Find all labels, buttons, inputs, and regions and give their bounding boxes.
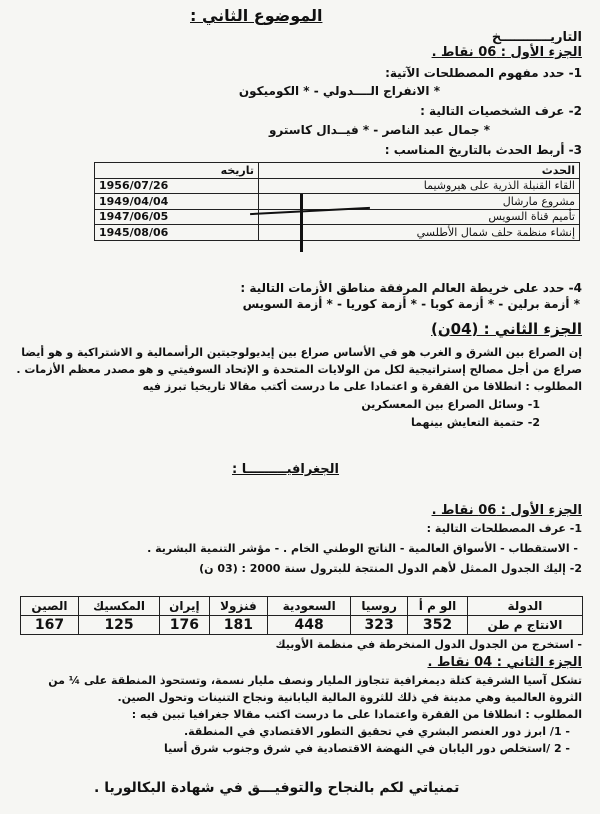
history-part2-title: الجزء الثاني : (04ن) xyxy=(431,320,582,338)
production-cell: 352 xyxy=(408,616,468,635)
oil-table-values-row xyxy=(21,616,583,635)
table-row xyxy=(95,178,580,194)
event-cell: القاء القنبلة الذرية على هيروشيما xyxy=(259,178,580,194)
country-cell: الصين xyxy=(21,597,79,616)
date-cell: 1956/07/26 xyxy=(95,178,259,194)
production-cell: 167 xyxy=(21,616,79,635)
country-cell: فنزولا xyxy=(209,597,268,616)
geography-part2-title: الجزء الثاني : 04 نقاط . xyxy=(427,655,582,670)
history-part2-para-line2: صراع من أجل مصالح إستراتيجية لكل من الولايات المتحدة و الإتحاد السوفيتي و هو مصدر معظم الأزمات . xyxy=(16,363,582,376)
events-table xyxy=(94,162,580,241)
geography-section-title: الجغرافيـــــــــا : xyxy=(232,462,340,477)
oil-production-table xyxy=(20,596,583,635)
history-section-title: التاريـــــــــــخ xyxy=(491,30,582,45)
table-row xyxy=(95,225,580,241)
production-cell: 125 xyxy=(78,616,159,635)
history-part2-task: المطلوب : انطلاقا من الفقرة و اعتمادا على ما درست أكتب مقالا تاريخيا تبرز فيه xyxy=(142,380,582,393)
geography-part2-item1: - 1/ ابرز دور العنصر البشري في تحقيق التطور الاقتصادي في المنطقة. xyxy=(183,725,570,738)
date-cell: 1945/08/06 xyxy=(95,225,259,241)
history-q2-persons: * جمال عبد الناصر - * فيــدال كاسترو xyxy=(268,123,490,137)
production-cell: 448 xyxy=(268,616,351,635)
geography-part2-para-line2: الثروة العالمية وهي مدينة في ذلك للثروة المالية اليابانية ونجاح التنينات وتحول الصين. xyxy=(117,691,582,704)
oil-row-label: الانتاج م طن xyxy=(467,616,582,635)
history-part1-title: الجزء الأول : 06 نقاط . xyxy=(431,45,582,60)
geography-part1-title: الجزء الأول : 06 نقاط . xyxy=(431,503,582,518)
history-q4-label: 4- حدد على خريطة العالم المرفقة مناطق الأزمات التالية : xyxy=(240,281,582,295)
country-cell: إيران xyxy=(160,597,209,616)
history-q4-crises: * أزمة برلين - * أزمة كوبا - * أزمة كوريا - * أزمة السويس xyxy=(242,297,580,311)
table-row xyxy=(95,194,580,210)
history-q3-label: 3- أربط الحدث بالتاريخ المناسب : xyxy=(384,143,582,157)
date-cell: 1949/04/04 xyxy=(95,194,259,210)
date-cell: 1947/06/05 xyxy=(95,209,259,225)
table-row xyxy=(95,209,580,225)
footer-wishes: تمنياتي لكم بالنجاح والتوفيـــق في شهادة البكالوريا . xyxy=(94,780,460,796)
geography-q1-label: 1- عرف المصطلحات التالية : xyxy=(426,522,582,535)
events-header-date: تاريخه xyxy=(95,163,259,179)
history-q2-label: 2- عرف الشخصيات التالية : xyxy=(420,104,582,118)
geography-part2-item2: - 2 /استخلص دور اليابان في النهضة الاقتصادية في شرق وجنوب شرق أسيا xyxy=(164,742,570,755)
country-cell: الو م أ xyxy=(408,597,468,616)
subject-title: الموضوع الثاني : xyxy=(190,6,323,25)
history-q1-terms: * الانفراج الــــدولي - * الكوميكون xyxy=(238,84,440,98)
country-cell: السعودية xyxy=(268,597,351,616)
history-part2-item1: 1- وسائل الصراع بين المعسكرين xyxy=(361,398,540,411)
event-cell: إنشاء منظمة حلف شمال الأطلسي xyxy=(259,225,580,241)
country-cell: روسيا xyxy=(351,597,408,616)
events-table-header xyxy=(95,163,580,179)
event-cell: مشروع مارشال xyxy=(259,194,580,210)
event-cell: تأميم قناة السويس xyxy=(259,209,580,225)
geography-q1-terms: - الاستقطاب - الأسواق العالمية - الناتج الوطني الخام . - مؤشر التنمية البشرية . xyxy=(147,542,578,555)
history-part2-para-line1: إن الصراع بين الشرق و الغرب هو في الأساس صراع بين إيديولوجيتين الرأسمالية و الاشتراكية و هو أيضا xyxy=(21,346,582,359)
events-header-event: الحدث xyxy=(259,163,580,179)
history-part2-item2: 2- حتمية التعايش بينهما xyxy=(411,416,540,429)
history-q1-label: 1- حدد مفهوم المصطلحات الآتية: xyxy=(385,66,582,80)
country-cell: المكسيك xyxy=(78,597,159,616)
geography-q2-label: 2- إليك الجدول الممثل لأهم الدول المنتجة للبترول سنة 2000 : (03 ن) xyxy=(199,562,582,575)
geography-extract-instruction: - استخرج من الجدول الدول المنخرطة في منظمة الأوبيك xyxy=(275,638,582,651)
oil-table-header-row xyxy=(21,597,583,616)
geography-part2-task: المطلوب : انطلاقا من الفقرة واعتمادا على ما درست اكتب مقالا جغرافيا تبين فيه : xyxy=(131,708,582,721)
geography-part2-para-line1: تشكل آسيا الشرقية كتلة ديمغرافية تتجاوز المليار ونصف مليار نسمة، وتستحوذ المنطقة على ¼ من xyxy=(48,674,582,687)
production-cell: 181 xyxy=(209,616,268,635)
pen-stroke-mark xyxy=(300,194,303,252)
production-cell: 323 xyxy=(351,616,408,635)
oil-header-label: الدولة xyxy=(467,597,582,616)
production-cell: 176 xyxy=(160,616,209,635)
